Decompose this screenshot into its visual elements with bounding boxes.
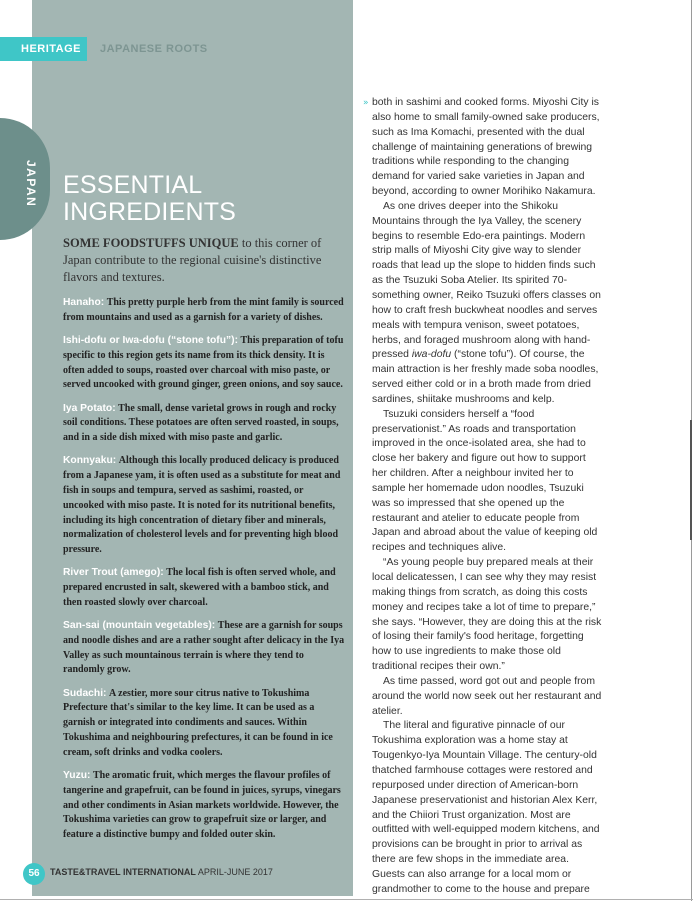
ingredient-term: Ishi-dofu or Iwa-dofu (“stone tofu”): [63, 334, 239, 346]
ingredient-term: Hanaho: [63, 297, 105, 308]
ingredient-description: The aromatic fruit, which merges the flavour profiles of tangerine and grapefruit, can be found in juices, syrups, vinegars and other condiments in Asian markets worldwide. However, the Tokushima varieties can grow to grapefruit size or larger, and feature a distinctive bumpy and folded outer skin. [63, 770, 341, 841]
ingredient-description: This preparation of tofu specific to this region gets its name from its thick density. It is often added to soups, roasted over charcoal with miso paste, or served uncooked with ground ginger, green onions, and soy sauce. [63, 334, 344, 391]
sidebar-intro-lead: SOME FOODSTUFFS UNIQUE [63, 236, 239, 250]
sidebar-intro-text: to this corner of Japan contribute to the regional cuisine's distinctive flavors and textures. [63, 236, 322, 284]
continuation-marker: » [363, 98, 369, 108]
sidebar-title [63, 172, 343, 226]
ingredient-entry [63, 454, 345, 558]
section-subtitle: JAPANESE ROOTS [100, 43, 208, 55]
ingredient-entry [63, 334, 345, 393]
ingredient-description: These are a garnish for soups and noodle dishes and are a rather sought after delicacy in the Iya Valley as such mountainous terrain is where they tend to randomly grow. [63, 620, 345, 676]
ingredient-entry [63, 566, 345, 610]
sidebar-intro [63, 235, 343, 286]
sidebar-title-line2: INGREDIENTS [63, 198, 237, 226]
issue-date: APRIL-JUNE 2017 [197, 867, 273, 877]
ingredient-term: San-sai (mountain vegetables): [63, 620, 216, 632]
sidebar-title-line1: ESSENTIAL [63, 171, 203, 199]
ingredient-list [63, 296, 345, 851]
country-label: JAPAN [24, 160, 38, 208]
page-number: 56 [23, 863, 45, 885]
ingredient-entry [63, 687, 345, 761]
article-paragraph: both in sashimi and cooked forms. Miyoshi City is also home to small family-owned sake producers, such as Ima Komachi, presented with the dual challenge of maintaining generations of brewing traditions while responding to the changing demand for varied sake varieties in Japan and beyond, according to owner Morihiko Nakamura. [372, 97, 600, 198]
ingredient-term: Iya Potato: [63, 402, 116, 414]
article-paragraph [372, 200, 602, 408]
article-text: (“stone tofu”). Of course, the main attraction is her freshly made soba noodles, served either cold or in a broth made from dried sardines, shiitake mushrooms and kelp. [372, 349, 599, 405]
page-edge-bottom [0, 899, 693, 900]
folio [50, 867, 273, 877]
article-body [372, 96, 602, 898]
ingredient-description: This pretty purple herb from the mint family is sourced from mountains and used as a garnish for a variety of dishes. [63, 297, 344, 323]
article-italic-term: iwa-dofu [411, 349, 452, 361]
ingredient-term: Yuzu: [63, 770, 91, 782]
ingredient-description: Although this locally produced delicacy is produced from a Japanese yam, it is often used as a substitute for meat and fish in soups and tempura, served as sashimi, roasted, or uncooked with miso paste. It is noted for its nutritional benefits, including its high concentration of dietary fiber and minerals, normalization of cholesterol levels and for preventing high blood pressure. [63, 455, 341, 556]
article-paragraph: “As young people buy prepared meals at their local delicatessen, I can see why they may resist making things from scratch, as doing this costs money and recipes take a lot of time to prepare,” she says. “However, they are doing this at the risk of losing their family's food heritage, forgetting how to use ingredients to make those old traditional recipes their own.” [372, 557, 602, 673]
scrollbar-thumb[interactable] [690, 420, 692, 540]
ingredient-description: The local fish is often served whole, and prepared encrusted in salt, skewered with a bamboo stick, and then roasted slowly over charcoal. [63, 567, 336, 608]
ingredient-entry [63, 619, 345, 678]
article-paragraph: Tsuzuki considers herself a “food preservationist.” As roads and transportation improved in the once-isolated area, she had to close her bakery and figure out how to support her children. After a neighbour invited her to sample her homemade udon noodles, Tsuzuki was so impressed that she opened up the restaurant and atelier to educate people from Japan and abroad about the value of keeping old recipes and techniques alive. [372, 408, 598, 554]
magazine-name: TASTE&TRAVEL INTERNATIONAL [50, 867, 196, 877]
section-tab: HERITAGE [0, 37, 87, 61]
ingredient-description: The small, dense varietal grows in rough and rocky soil conditions. These potatoes are often served roasted, in soups, and in a side dish mixed with miso paste and garlic. [63, 402, 339, 444]
ingredient-term: Sudachi: [63, 687, 107, 699]
ingredient-description: A zestier, more sour citrus native to Tokushima Prefecture that's similar to the key lime. It can be used as a garnish or integrated into condiments and sauces. Within Tokushima and neighbouring prefectures, it can be found in ice cream, soft drinks and vodka coolers. [63, 687, 333, 758]
ingredient-entry [63, 402, 345, 446]
article-paragraph: As time passed, word got out and people from around the world now seek out her restaurant and atelier. [372, 675, 602, 717]
ingredient-term: Konnyaku: [63, 455, 117, 467]
ingredient-entry [63, 296, 345, 326]
ingredient-entry [63, 769, 345, 843]
ingredient-term: River Trout (amego): [63, 567, 164, 579]
article-paragraph: The literal and figurative pinnacle of our Tokushima exploration was a home stay at Tougenkyo-Iya Mountain Village. The century-old thatched farmhouse cottages were restored and repurposed under direction of American-born Japanese preservationist and historian Alex Kerr, and the Chiiori Trust organization. Most are outfitted with well-equipped modern kitchens, and provisions can be brought in prior to arrival as there are few shops in the immediate area. Guests can also arrange for a local mom or grandmother to come to the house and prepare [372, 720, 600, 895]
article-text: As one drives deeper into the Shikoku Mountains through the Iya Valley, the scenery begins to resemble Edo-era paintings. Modern strip malls of Miyoshi City give way to slender roads that lead up the slope to hidden finds such as the Tsuzuki Soba Atelier. Its spirited 70-something owner, Reiko Tsuzuki offers classes on how to craft fresh buckwheat noodles and serves meals with tempura venison, sweet potatoes, herbs, and foraged mushroom along with hand-pressed [372, 200, 601, 361]
